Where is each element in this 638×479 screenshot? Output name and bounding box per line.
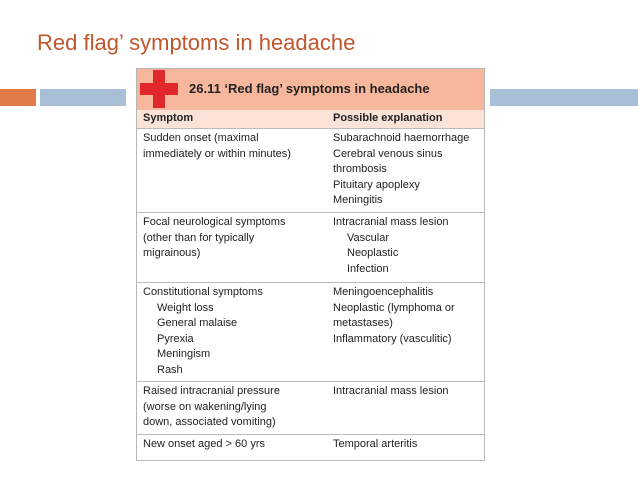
symptom-cell (143, 384, 328, 431)
table-header-band (137, 69, 484, 110)
accent-bar-blue-left (40, 89, 126, 106)
table-title: 26.11 ‘Red flag’ symptoms in headache (189, 81, 430, 96)
cell-line: Neoplastic (347, 247, 399, 259)
cell-line: Raised intracranial pressure (143, 385, 280, 397)
table-row (137, 213, 484, 283)
cell-line: metastases) (333, 317, 393, 329)
symptom-cell (143, 285, 328, 378)
table-row (137, 435, 484, 461)
cell-line: Inflammatory (vasculitic) (333, 332, 452, 345)
cell-line: Pituitary apoplexy (333, 178, 420, 191)
symptom-cell (143, 131, 328, 162)
table-row (137, 382, 484, 435)
cell-line: Focal neurological symptoms (143, 216, 286, 228)
red-flag-table (136, 68, 485, 461)
cell-line: Intracranial mass lesion (333, 385, 449, 397)
cell-line: Infection (347, 262, 389, 275)
cell-line: migrainous) (143, 247, 201, 259)
explanation-cell (333, 384, 483, 400)
cell-line: (worse on wakening/lying (143, 400, 267, 413)
explanation-cell (333, 437, 483, 453)
cell-line: Constitutional symptoms (143, 286, 263, 298)
column-header-explanation: Possible explanation (333, 112, 443, 124)
cell-line: Sudden onset (maximal (143, 132, 259, 144)
cell-line: thrombosis (333, 163, 387, 175)
cell-line: Meningism (157, 348, 211, 360)
cell-line: Neoplastic (lymphoma or (333, 301, 455, 314)
explanation-cell (333, 215, 483, 277)
cell-line: Subarachnoid haemorrhage (333, 132, 470, 144)
red-cross-icon (139, 70, 179, 108)
cell-line: Meningoencephalitis (333, 286, 434, 298)
cell-line: immediately or within minutes) (143, 147, 291, 160)
cell-line: Pyrexia (157, 332, 194, 345)
accent-bar-blue-right (490, 89, 638, 106)
cell-line: Weight loss (157, 301, 214, 314)
table-row (137, 129, 484, 213)
symptom-cell (143, 215, 328, 262)
column-header-symptom: Symptom (143, 112, 194, 124)
cell-line: (other than for typically (143, 231, 255, 244)
explanation-cell (333, 285, 483, 347)
cell-line: Meningitis (333, 194, 383, 206)
cell-line: General malaise (157, 317, 238, 329)
cell-line: Vascular (347, 231, 389, 244)
symptom-cell (143, 437, 328, 453)
table-row (137, 283, 484, 382)
explanation-cell (333, 131, 483, 209)
cell-line: Cerebral venous sinus (333, 147, 443, 160)
cell-line: Temporal arteritis (333, 438, 418, 450)
column-header-row (137, 110, 484, 129)
cell-line: Intracranial mass lesion (333, 216, 449, 228)
slide-title: Red flag’ symptoms in headache (37, 30, 356, 55)
cell-line: Rash (157, 363, 183, 376)
accent-bar-orange (0, 89, 36, 106)
cell-line: New onset aged > 60 yrs (143, 438, 265, 450)
cell-line: down, associated vomiting) (143, 416, 276, 428)
